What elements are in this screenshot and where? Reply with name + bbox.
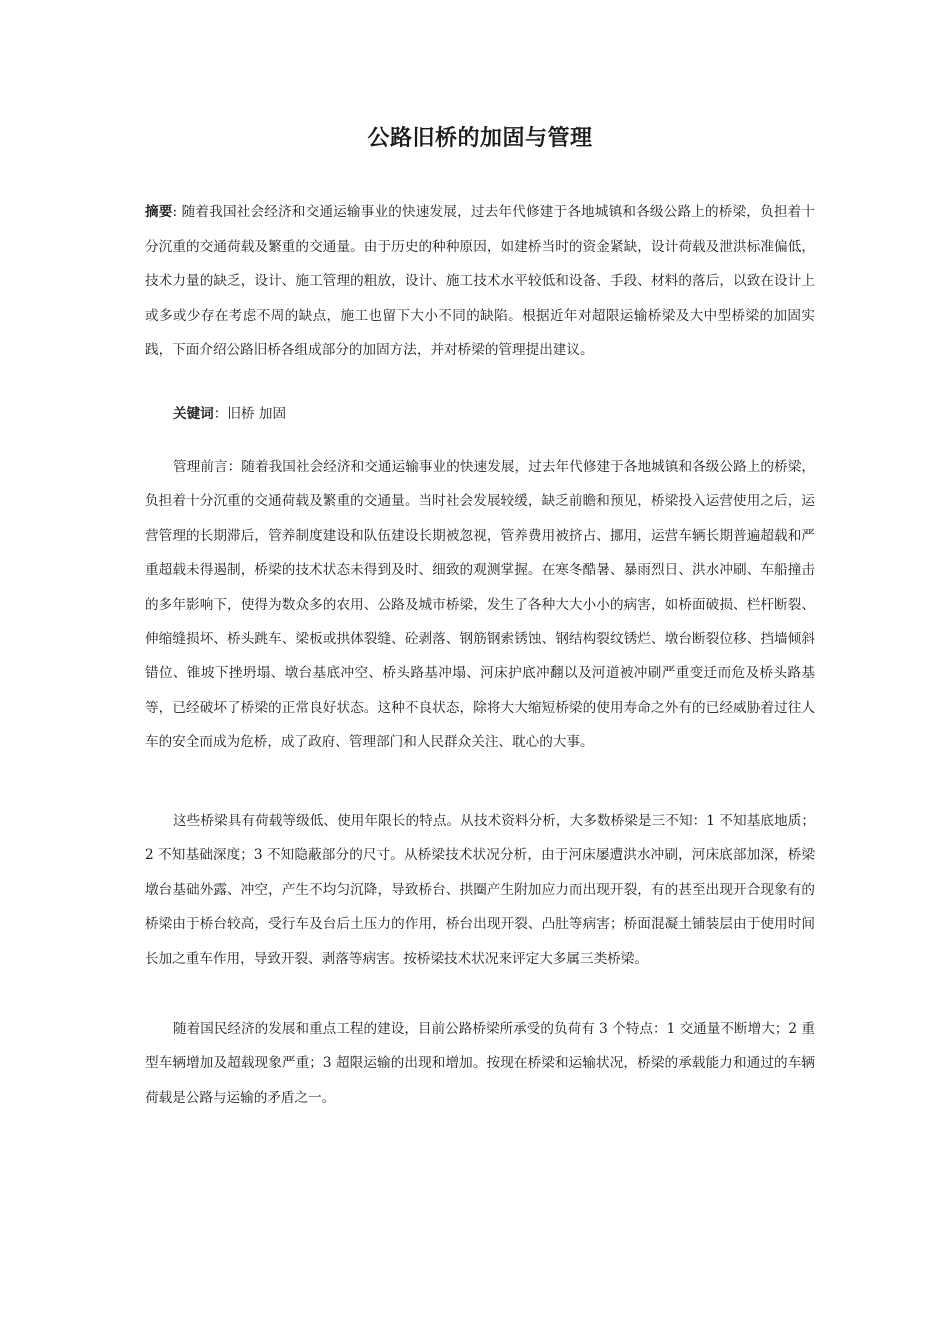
keywords-line <box>173 397 286 431</box>
body-paragraph-3: 随着国民经济的发展和重点工程的建设，目前公路桥梁所承受的负荷有 3 个特点：1 交通量不断增大；2 重型车辆增加及超载现象严重；3 超限运输的出现和增加。按现在桥梁和运输状况，桥梁的承载能力和通过的车辆荷载是公路与运输的矛盾之一。 <box>145 1021 815 1106</box>
body-paragraph-1: 管理前言：随着我国社会经济和交通运输事业的快速发展，过去年代修建于各地城镇和各级公路上的桥梁，负担着十分沉重的交通荷载及繁重的交通量。当时社会发展较缓，缺乏前瞻和预见，桥梁投入运营使用之后，运营管理的长期滞后，管养制度建设和队伍建设长期被忽视，管养费用被挤占、挪用，运营车辆长期普遍超载和严重超载未得遏制，桥梁的技术状态未得到及时、细致的观测掌握。在寒冬酷暑、暴雨烈日、洪水冲刷、车船撞击的多年影响下，使得为数众多的农用、公路及城市桥梁，发生了各种大大小小的病害，如桥面破损、栏杆断裂、伸缩缝损坏、桥头跳车、梁板或拱体裂缝、砼剥落、钢筋钢索锈蚀、钢结构裂纹锈烂、墩台断裂位移、挡墙倾斜错位、锥坡下挫坍塌、墩台基底冲空、桥头路基冲塌、河床护底冲翻以及河道被冲刷严重变迁而危及桥头路基等，已经破坏了桥梁的正常良好状态。这种不良状态，除将大大缩短桥梁的使用寿命之外有的已经威胁着过往人车的安全而成为危桥，成了政府、管理部门和人民群众关注、耽心的大事。 <box>145 459 815 751</box>
keywords-text: ：旧桥 加固 <box>213 406 287 422</box>
keywords-label: 关键词 <box>173 406 214 422</box>
body-paragraph-2: 这些桥梁具有荷载等级低、使用年限长的特点。从技术资料分析，大多数桥梁是三不知：1 不知基底地质；2 不知基础深度；3 不知隐蔽部分的尺寸。从桥梁技术状况分析，由于河床屡遭洪水冲刷，河床底部加深，桥梁墩台基础外露、冲空，产生不均匀沉降，导致桥台、拱圈产生附加应力而出现开裂，有的甚至出现开合现象有的桥梁由于桥台较高，受行车及台后土压力的作用，桥台出现开裂、凸肚等病害；桥面混凝土铺装层由于使用时间长加之重车作用，导致开裂、剥落等病害。按桥梁技术状况来评定大多属三类桥梁。 <box>145 813 815 967</box>
abstract-text: : 随着我国社会经济和交通运输事业的快速发展，过去年代修建于各地城镇和各级公路上的桥梁，负担着十分沉重的交通荷载及繁重的交通量。由于历史的种种原因，如建桥当时的资金紧缺，设计荷载及泄洪标准偏低，技术力量的缺乏，设计、施工管理的粗放，设计、施工技术水平较低和设备、手段、材料的落后，以致在设计上或多或少存在考虑不周的缺点，施工也留下大小不同的缺陷。根据近年对超限运输桥梁及大中型桥梁的加固实践，下面介绍公路旧桥各组成部分的加固方法，并对桥梁的管理提出建议。 <box>145 204 815 359</box>
document-title: 公路旧桥的加固与管理 <box>367 125 593 151</box>
abstract-label: 摘要 <box>145 204 173 220</box>
abstract-paragraph <box>145 195 815 368</box>
